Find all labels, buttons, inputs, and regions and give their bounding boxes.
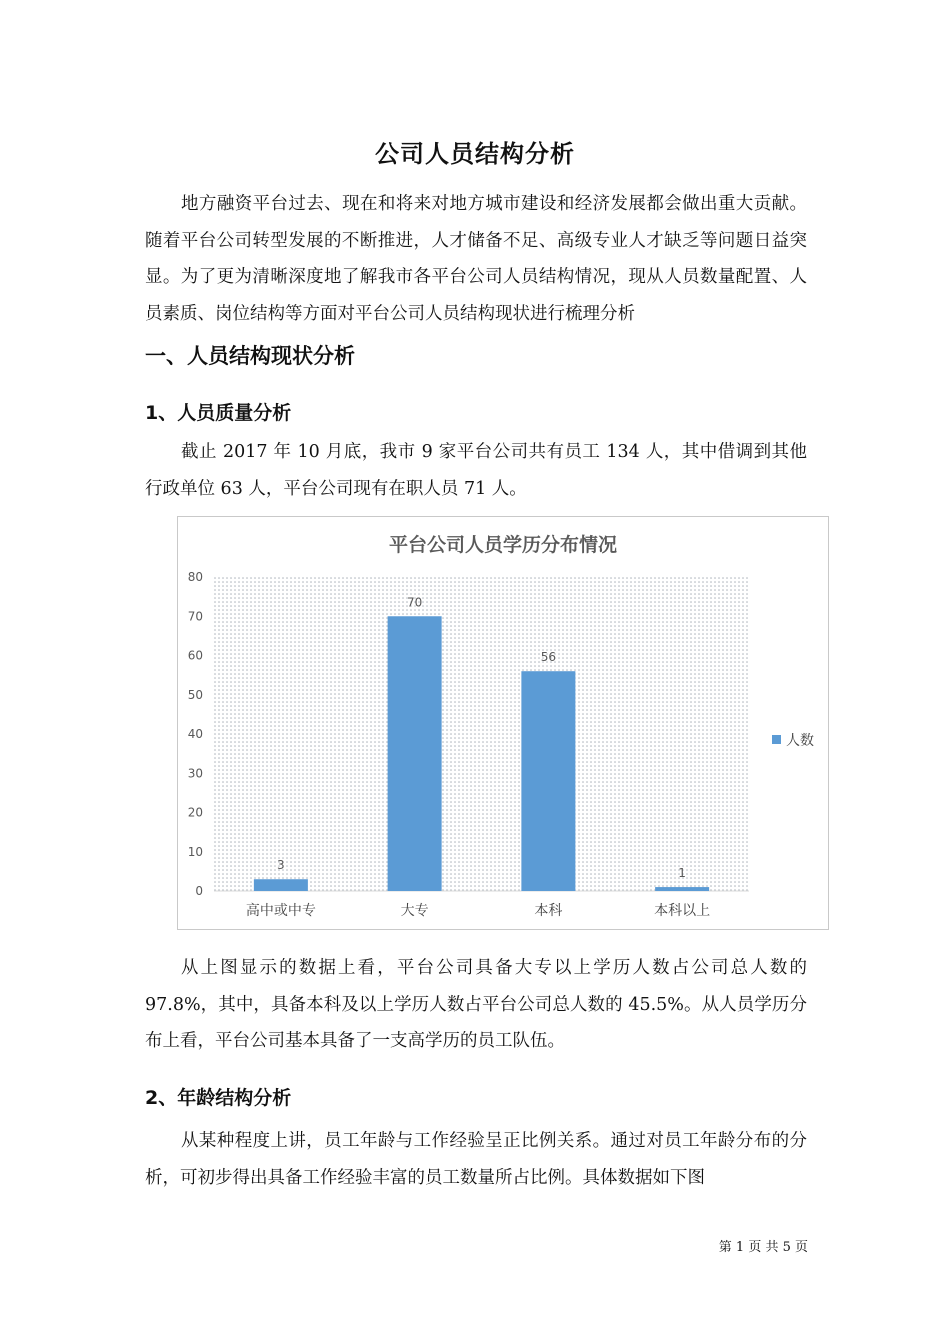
education-chart [177,516,829,930]
x-tick-label: 本科以上 [654,903,711,919]
subsection-heading-2: 2、年龄结构分析 [145,1087,292,1109]
y-tick-label: 80 [187,570,203,584]
y-tick-label: 60 [187,648,203,663]
chart-canvas [178,517,828,929]
x-tick-label: 高中或中专 [245,903,316,919]
data-label: 70 [406,595,423,610]
y-tick-label: 20 [187,805,203,820]
legend-label: 人数 [786,733,814,749]
y-tick-label: 40 [187,727,203,741]
plot-area [214,577,749,891]
y-tick-label: 10 [187,844,203,859]
y-tick-label: 70 [187,609,203,624]
bar-1 [254,879,308,891]
data-label: 56 [540,650,557,665]
x-tick-label: 大专 [400,903,429,919]
age-paragraph: 从某种程度上讲，员工年龄与工作经验呈正比例关系。通过对员工年龄分布的分析，可初步得出具备工作经验丰富的员工数量所占比例。具体数据如下图 [145,1131,807,1188]
personnel-paragraph: 截止 2017 年 10 月底，我市 9 家平台公司共有员工 134 人，其中借调到其他行政单位 63 人，平台公司现有在职人员 71 人。 [145,442,807,499]
page-footer: 第 1 页 共 5 页 [718,1240,808,1255]
bar-3 [521,671,575,891]
legend-swatch [772,735,781,744]
chart-analysis-paragraph: 从上图显示的数据上看，平台公司具备大专以上学历人数占公司总人数的 97.8%，其中，具备本科及以上学历人数占平台公司总人数的 45.5%。从人员学历分布上看，平台公司基本具备了一支高学历的员工队伍。 [145,958,807,1051]
subsection-heading-1: 1、人员质量分析 [145,402,292,424]
bar-4 [655,887,709,891]
x-tick-label: 本科 [534,903,563,919]
page-title: 公司人员结构分析 [375,140,575,168]
intro-paragraph: 地方融资平台过去、现在和将来对地方城市建设和经济发展都会做出重大贡献。随着平台公司转型发展的不断推进，人才储备不足、高级专业人才缺乏等问题日益突显。为了更为清晰深度地了解我市各平台公司人员结构情况，现从人员数量配置、人员素质、岗位结构等方面对平台公司人员结构现状进行梳理分析 [145,194,807,324]
y-tick-label: 50 [187,687,203,702]
chart-title: 平台公司人员学历分布情况 [388,534,618,556]
y-tick-label: 30 [187,766,203,781]
data-label: 1 [678,866,686,881]
bar-2 [388,616,442,891]
y-tick-label: 0 [195,884,203,898]
section-heading-1: 一、人员结构现状分析 [145,344,355,368]
data-label: 3 [277,858,285,873]
